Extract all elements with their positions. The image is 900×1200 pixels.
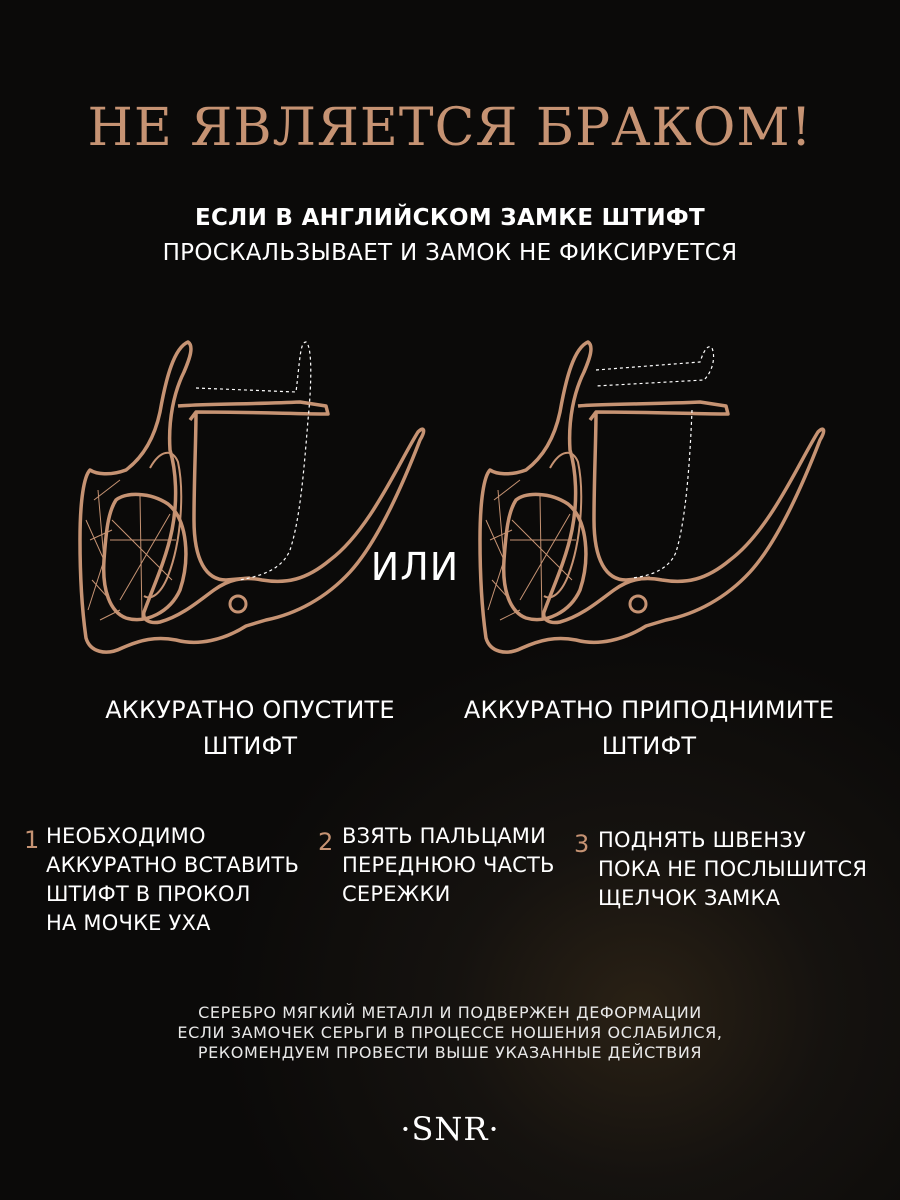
caption-left-line-1: АККУРАТНО ОПУСТИТЕ — [105, 696, 395, 724]
step-3-line: ПОДНЯТЬ ШВЕНЗУ — [598, 828, 807, 852]
footer-line-1: СЕРЕБРО МЯГКИЙ МЕТАЛЛ И ПОДВЕРЖЕН ДЕФОРМАЦИИ — [198, 1003, 702, 1022]
caption-right-line-2: ШТИФТ — [601, 732, 697, 760]
footer-line-2: ЕСЛИ ЗАМОЧЕК СЕРЬГИ В ПРОЦЕССЕ НОШЕНИЯ ОСЛАБИЛСЯ, — [177, 1023, 723, 1042]
caption-left-line-2: ШТИФТ — [202, 732, 298, 760]
step-1-line: ШТИФТ В ПРОКОЛ — [46, 882, 251, 906]
footer-note — [0, 1003, 900, 1063]
brand-logo: ·SNR· — [400, 1110, 500, 1148]
page-title: НЕ ЯВЛЯЕТСЯ БРАКОМ! — [87, 98, 813, 158]
step-1-line: АККУРАТНО ВСТАВИТЬ — [46, 853, 300, 877]
step-2-line: ВЗЯТЬ ПАЛЬЦАМИ — [342, 824, 547, 848]
caption-left — [80, 692, 420, 764]
step-2-line: ПЕРЕДНЮЮ ЧАСТЬ — [342, 853, 555, 877]
subtitle-line-1: ЕСЛИ В АНГЛИЙСКОМ ЗАМКЕ ШТИФТ — [194, 205, 706, 231]
subtitle-line-2: ПРОСКАЛЬЗЫВАЕТ И ЗАМОК НЕ ФИКСИРУЕТСЯ — [162, 240, 738, 266]
step-1-number: 1 — [24, 826, 40, 854]
step-1-line: НЕОБХОДИМО — [46, 824, 206, 848]
caption-right-line-1: АККУРАТНО ПРИПОДНИМИТЕ — [463, 696, 835, 724]
step-3-number: 3 — [574, 830, 590, 858]
step-2-line: СЕРЕЖКИ — [342, 882, 451, 906]
or-separator: ИЛИ — [370, 545, 460, 589]
step-3-line: ЩЕЛЧОК ЗАМКА — [598, 886, 781, 910]
step-2-number: 2 — [318, 828, 334, 856]
footer-line-3: РЕКОМЕНДУЕМ ПРОВЕСТИ ВЫШЕ УКАЗАННЫЕ ДЕЙСТВИЯ — [197, 1043, 703, 1062]
step-3-line: ПОКА НЕ ПОСЛЫШИТСЯ — [598, 857, 868, 881]
step-1-line: НА МОЧКЕ УХА — [46, 911, 211, 935]
caption-right — [440, 692, 858, 764]
